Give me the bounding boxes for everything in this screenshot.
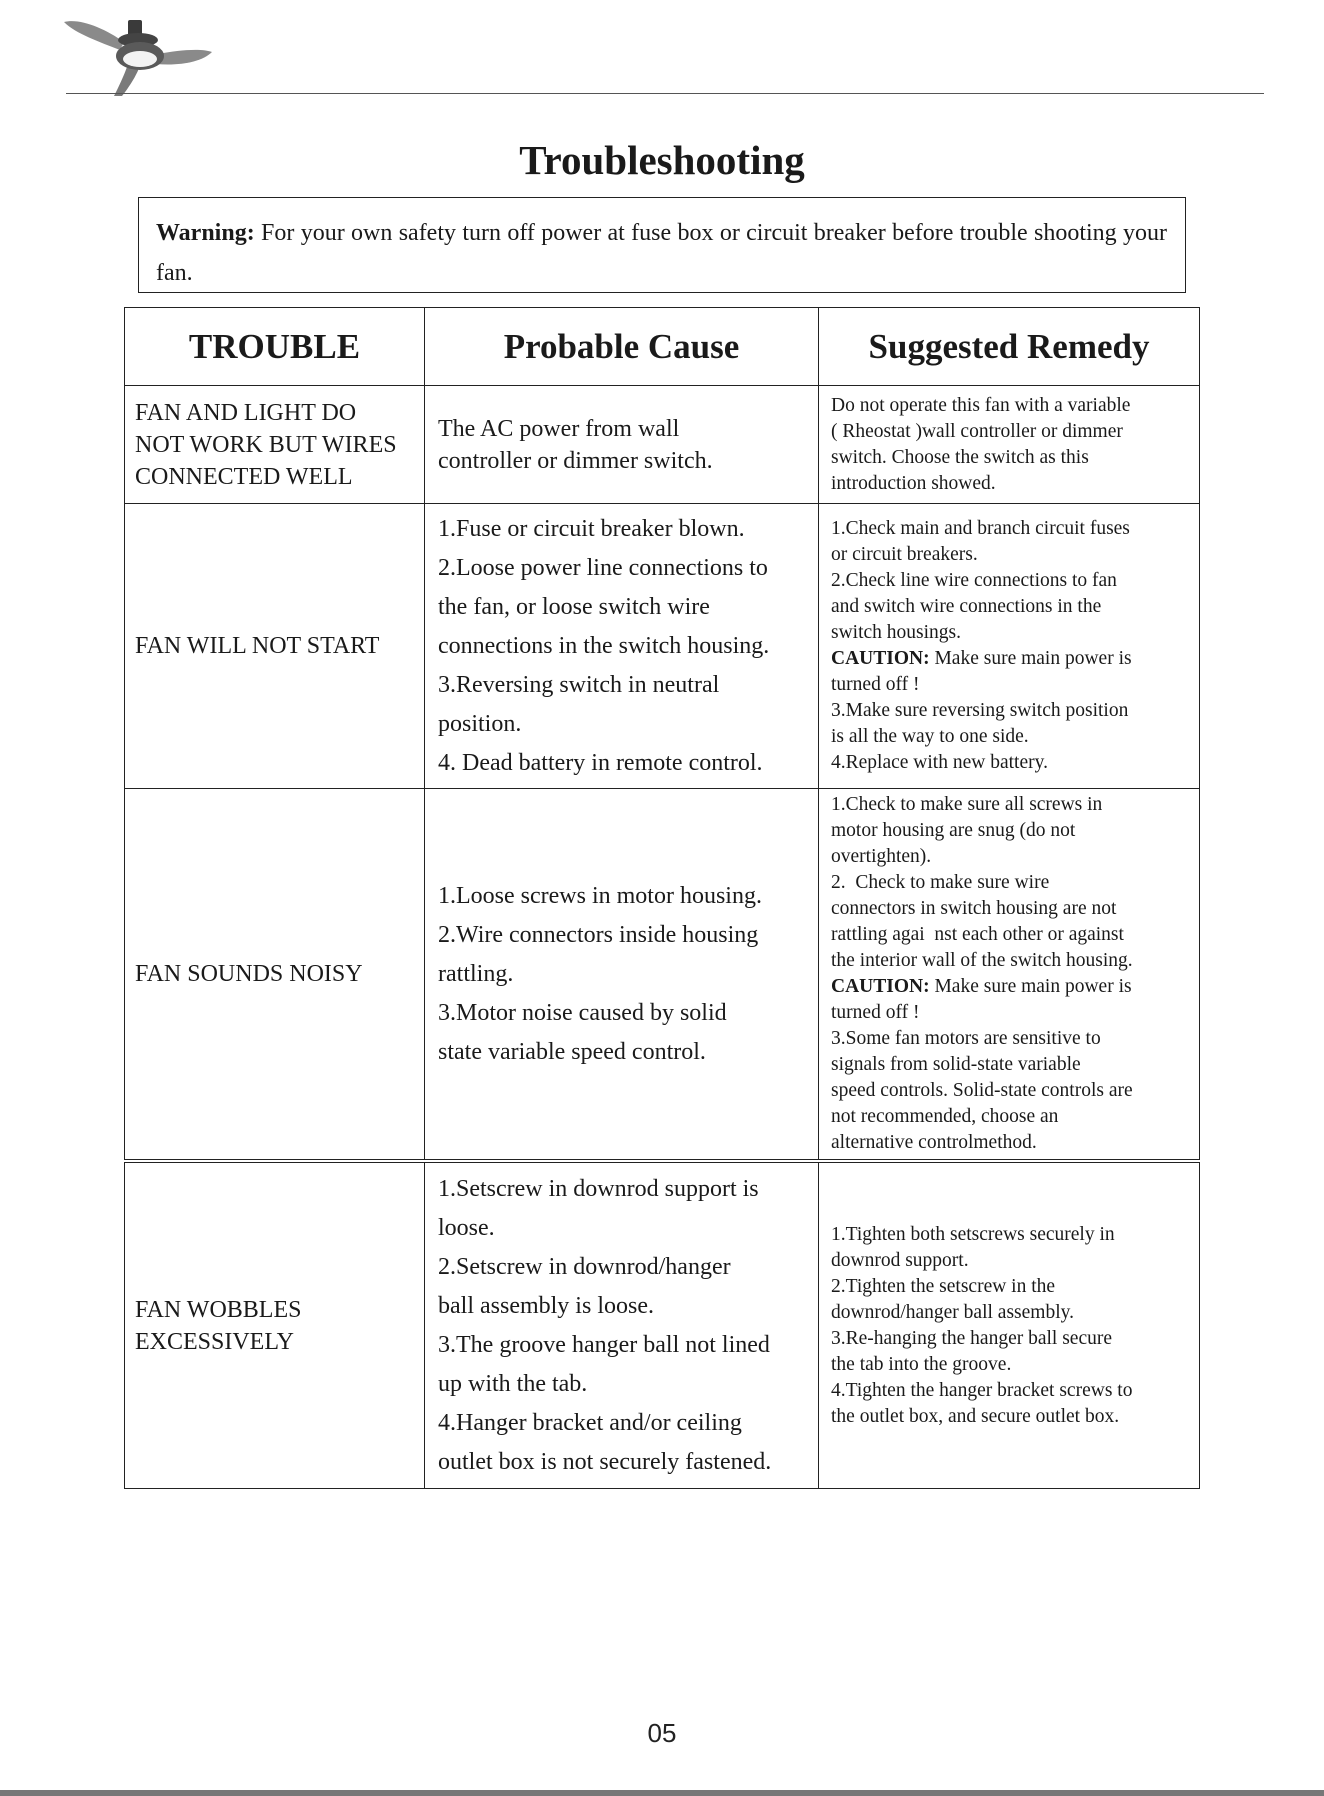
remedy-cell-line xyxy=(831,1052,1189,1078)
remedy-text: or circuit breakers. xyxy=(831,544,978,565)
warning-box xyxy=(138,197,1186,293)
remedy-text: ( Rheostat )wall controller or dimmer xyxy=(831,420,1123,442)
remedy-cell-line xyxy=(831,948,1189,974)
remedy-cell-line xyxy=(831,445,1189,471)
remedy-text: switch housings. xyxy=(831,622,962,643)
remedy-cell-line xyxy=(831,1326,1189,1352)
remedy-text: turned off ! xyxy=(831,674,920,695)
remedy-text: overtighten). xyxy=(831,846,932,867)
cause-cell-line: 4.Hanger bracket and/or ceiling xyxy=(438,1409,742,1436)
remedy-cell-line xyxy=(831,1000,1189,1026)
remedy-cell-line xyxy=(831,1300,1189,1326)
remedy-cell-line xyxy=(831,1352,1189,1378)
warning-text: For your own safety turn off power at fuse box or circuit breaker before trouble shooting your fan. xyxy=(156,220,1168,286)
remedy-text: the interior wall of the switch housing. xyxy=(831,950,1133,971)
cause-cell-line: The AC power from wall xyxy=(438,415,680,442)
cause-cell-line: up with the tab. xyxy=(438,1370,588,1397)
remedy-text: 3.Re-hanging the hanger ball secure xyxy=(831,1327,1113,1349)
cause-cell-line: state variable speed control. xyxy=(438,1038,706,1065)
remedy-text: 4.Tighten the hanger bracket screws to xyxy=(831,1379,1133,1401)
remedy-cell-line xyxy=(831,568,1189,594)
cause-cell xyxy=(425,1161,819,1489)
cause-cell-line: 2.Setscrew in downrod/hanger xyxy=(438,1253,731,1280)
cause-cell xyxy=(425,504,819,789)
remedy-text: 3.Make sure reversing switch position xyxy=(831,700,1129,721)
remedy-cell-line xyxy=(831,698,1189,724)
remedy-text: the tab into the groove. xyxy=(831,1353,1012,1375)
remedy-text: introduction showed. xyxy=(831,472,996,494)
cause-cell-line: loose. xyxy=(438,1214,495,1241)
ceiling-fan-icon xyxy=(62,14,212,96)
remedy-cell-line xyxy=(831,1404,1189,1430)
remedy-text: signals from solid-state variable xyxy=(831,1054,1081,1075)
remedy-text: 2.Tighten the setscrew in the xyxy=(831,1275,1056,1297)
caution-label: CAUTION: xyxy=(831,976,930,997)
trouble-cell xyxy=(125,386,425,504)
cause-cell-line: 2.Loose power line connections to xyxy=(438,554,768,581)
trouble-cell xyxy=(125,1161,425,1489)
remedy-text: 1.Check to make sure all screws in xyxy=(831,794,1103,815)
remedy-text: 4.Replace with new battery. xyxy=(831,752,1048,773)
trouble-cell xyxy=(125,789,425,1162)
remedy-cell-line xyxy=(831,419,1189,445)
remedy-text: connectors in switch housing are not xyxy=(831,898,1117,919)
remedy-text: and switch wire connections in the xyxy=(831,596,1102,617)
remedy-cell-line xyxy=(831,750,1189,776)
remedy-cell-line xyxy=(831,620,1189,646)
trouble-cell xyxy=(125,504,425,789)
cause-cell-line: 1.Loose screws in motor housing. xyxy=(438,882,762,909)
cause-cell-line: ball assembly is loose. xyxy=(438,1292,654,1319)
remedy-text: motor housing are snug (do not xyxy=(831,820,1076,841)
table-row xyxy=(125,386,1200,504)
remedy-cell xyxy=(819,1161,1200,1489)
remedy-cell-line xyxy=(831,1248,1189,1274)
remedy-text: 1.Tighten both setscrews securely in xyxy=(831,1223,1115,1245)
table-row xyxy=(125,789,1200,1162)
remedy-cell-line xyxy=(831,896,1189,922)
remedy-cell-line xyxy=(831,818,1189,844)
cause-cell-line: 3.The groove hanger ball not lined xyxy=(438,1331,770,1358)
cause-cell-line: 3.Motor noise caused by solid xyxy=(438,999,727,1026)
remedy-cell-line xyxy=(831,922,1189,948)
remedy-cell-line xyxy=(831,844,1189,870)
remedy-cell-line xyxy=(831,1274,1189,1300)
header-suggested-remedy: Suggested Remedy xyxy=(819,308,1200,386)
header-row xyxy=(125,308,1200,386)
cause-cell-line: connections in the switch housing. xyxy=(438,632,770,659)
trouble-cell-line: CONNECTED WELL xyxy=(135,463,353,490)
remedy-cell-line xyxy=(831,1104,1189,1130)
trouble-cell-line: FAN SOUNDS NOISY xyxy=(135,961,363,987)
remedy-text: 2.Check line wire connections to fan xyxy=(831,570,1117,591)
remedy-text: downrod/hanger ball assembly. xyxy=(831,1301,1074,1323)
remedy-cell-line xyxy=(831,974,1189,1000)
cause-cell-line: 3.Reversing switch in neutral xyxy=(438,671,720,698)
remedy-cell-line xyxy=(831,724,1189,750)
trouble-cell-line: FAN WOBBLES xyxy=(135,1296,302,1323)
caution-label: CAUTION: xyxy=(831,648,930,669)
troubleshooting-table xyxy=(124,307,1200,1489)
remedy-text: 1.Check main and branch circuit fuses xyxy=(831,518,1130,539)
remedy-cell-line xyxy=(831,870,1189,896)
cause-cell-line: outlet box is not securely fastened. xyxy=(438,1448,772,1475)
remedy-cell-line xyxy=(831,1026,1189,1052)
remedy-text: not recommended, choose an xyxy=(831,1106,1059,1127)
header-rule xyxy=(66,93,1264,94)
cause-cell-line: 1.Setscrew in downrod support is xyxy=(438,1175,759,1202)
header-trouble: TROUBLE xyxy=(125,308,425,386)
cause-cell-line: controller or dimmer switch. xyxy=(438,447,713,474)
header-probable-cause: Probable Cause xyxy=(425,308,819,386)
remedy-cell-line xyxy=(831,1222,1189,1248)
table-row xyxy=(125,504,1200,789)
cause-cell-line: the fan, or loose switch wire xyxy=(438,593,710,620)
remedy-cell-line xyxy=(831,792,1189,818)
cause-cell-line: rattling. xyxy=(438,960,514,987)
remedy-text: turned off ! xyxy=(831,1002,920,1023)
trouble-cell-line: FAN WILL NOT START xyxy=(135,633,380,659)
cause-cell xyxy=(425,789,819,1162)
remedy-cell-line xyxy=(831,516,1189,542)
trouble-cell-line: FAN AND LIGHT DO xyxy=(135,399,357,426)
trouble-cell-line: EXCESSIVELY xyxy=(135,1328,294,1355)
remedy-text: is all the way to one side. xyxy=(831,726,1029,747)
cause-cell-line: position. xyxy=(438,710,522,737)
remedy-cell-line xyxy=(831,646,1189,672)
remedy-cell xyxy=(819,386,1200,504)
remedy-text: rattling agai nst each other or against xyxy=(831,924,1124,945)
cause-cell-line: 4. Dead battery in remote control. xyxy=(438,749,763,776)
page-number: 05 xyxy=(647,1718,677,1748)
remedy-cell xyxy=(819,504,1200,789)
remedy-text: Do not operate this fan with a variable xyxy=(831,394,1131,416)
remedy-text: speed controls. Solid-state controls are xyxy=(831,1080,1133,1101)
remedy-cell-line xyxy=(831,393,1189,419)
footer-rule xyxy=(0,1790,1324,1796)
remedy-cell-line xyxy=(831,1378,1189,1404)
remedy-text: switch. Choose the switch as this xyxy=(831,446,1089,468)
remedy-text: Make sure main power is xyxy=(929,976,1132,997)
remedy-cell-line xyxy=(831,471,1189,497)
table-row xyxy=(125,1161,1200,1489)
remedy-text: downrod support. xyxy=(831,1249,969,1271)
remedy-cell-line xyxy=(831,542,1189,568)
remedy-cell-line xyxy=(831,1078,1189,1104)
remedy-cell-line xyxy=(831,672,1189,698)
cause-cell-line: 2.Wire connectors inside housing xyxy=(438,921,759,948)
remedy-cell-line xyxy=(831,1130,1189,1156)
remedy-text: alternative controlmethod. xyxy=(831,1132,1037,1153)
remedy-text: Make sure main power is xyxy=(929,648,1132,669)
remedy-text: 3.Some fan motors are sensitive to xyxy=(831,1028,1101,1049)
cause-cell xyxy=(425,386,819,504)
remedy-cell-line xyxy=(831,594,1189,620)
trouble-cell-line: NOT WORK BUT WIRES xyxy=(135,431,397,458)
remedy-cell xyxy=(819,789,1200,1162)
warning-label: Warning: xyxy=(156,220,255,246)
cause-cell-line: 1.Fuse or circuit breaker blown. xyxy=(438,515,745,542)
remedy-text: 2. Check to make sure wire xyxy=(831,872,1050,893)
remedy-text: the outlet box, and secure outlet box. xyxy=(831,1405,1120,1427)
page-title: Troubleshooting xyxy=(519,137,805,183)
